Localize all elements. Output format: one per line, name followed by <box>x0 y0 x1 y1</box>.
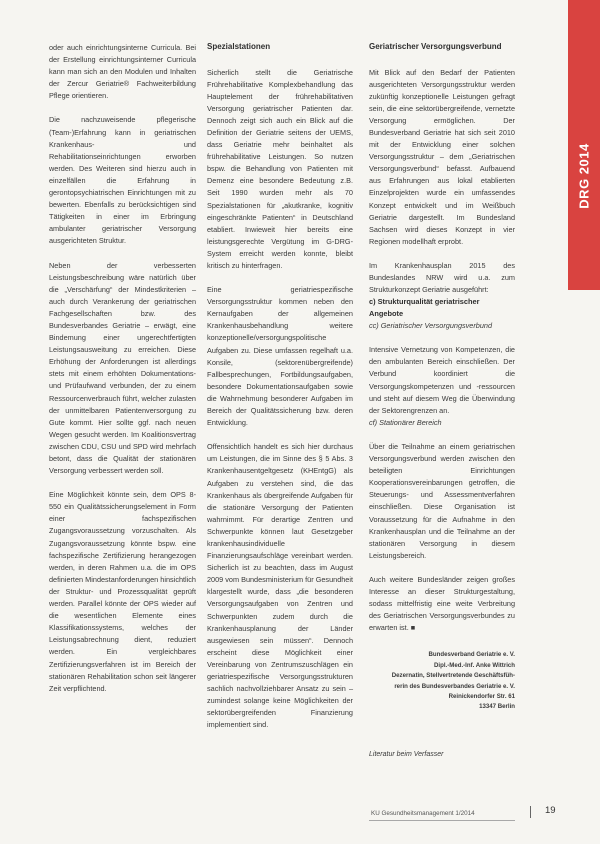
author-role: Dezernatin, Stellvertretende Geschäftsfüh- <box>391 672 515 680</box>
page-number: 19 <box>545 805 556 816</box>
section-heading: Spezialstationen <box>207 42 271 51</box>
paragraph: oder auch einrichtungsinterne Curricula. Bei der Erstellung einrichtungsinterner Curricula kann man sich an den Modulen und Inhalten der Zercur Geriatrie® Fachweiterbildung Pflege orientieren. <box>49 43 196 101</box>
subsection-label: cf) Stationärer Bereich <box>369 417 442 427</box>
paragraph: Über die Teilnahme an einem geriatrischen Versorgungsverbund werden zwischen den beteiligten Einrichtungen Kooperationsvereinbarungen getroffen, die Steuerungs- und Assessmentverfahren einschließen. Diese Organisation ist Voraussetzung für die Aufnahme in den Krankenhausplan und die Teilnahme an der stationären Versorgung in diesem Leistungsbereich. <box>369 441 515 560</box>
subsection-label: cc) Geriatrischer Versorgungsverbund <box>369 321 493 331</box>
literature-note: Literatur beim Verfasser <box>369 750 444 758</box>
author-address: Reinickendorfer Str. 61 <box>448 692 515 700</box>
paragraph: Neben der verbesserten Leistungsbeschreibung wäre natürlich über die „Verschärfung“ der Mindestkriterien – auch durch Verankerung der geriatrischen Fachgesellschaften bzw. des Bundesverbandes Geriatrie – erwägt, eine Bindemung einer ungerechtfertigten Leistungsausweitung zu erreichen. Diese Erhöhung der Anforderungen ist allerdings stets mit einem erhöhten Dokumentations- und Prüfaufwand verbunden, der zu einem Ressourcenverbrauch führt, welcher zulasten der unmittelbaren Patientenversorgung zu Gute kommt. Hier sollte ggf. nach neuen Wegen gesucht werden. Im Koalitionsvertrag zwischen CDU, CSU und SPD wird mehrfach betont, dass die Qualität der stationären Versorgung verbessert werden soll. <box>49 260 196 476</box>
end-mark: ■ <box>410 623 416 633</box>
paragraph <box>369 574 515 634</box>
paragraph: Offensichtlich handelt es sich hier durchaus um Leistungen, die im Sinne des § 5 Abs. 3 Krankenhausentgeltgesetz (KHEntgG) als Aufgaben zu verstehen sind, die das Krankenhaus als übergreifende Aufgaben für die stationäre Versorgung der Patienten wahrnimmt. Für derartige Zentren und Schwerpunkte können laut Gesetzgeber krankenhausindividuelle Finanzierungsaufschläge vereinbart werden. Sicherlich ist zu beachten, dass im August 2009 vom Bundesministerium für Gesundheit klargestellt wurde, dass „die besonderen Versorgungsaufgaben von Zentren und Schwerpunkten zudem durch die Krankenhausplanung der Länder ausgewiesen sein müssen“. Dennoch erscheint diese Möglichkeit einer Vereinbarung von Zentrumszuschlägen ein geriatriespezifische Versorgungsstrukturen sachlich nachvollziehbarer Ansatz zu sein – zumindest solange keine Möglichkeiten der sektorübergreifenden Finanzierung implementiert sind. <box>207 442 354 730</box>
author-address: 13347 Berlin <box>479 703 515 711</box>
subheading: c) Strukturqualität geriatrischer Angebote <box>369 297 480 319</box>
footer-rule <box>369 820 515 821</box>
paragraph: Im Krankenhausplan 2015 des Bundeslandes NRW wird u.a. zum Strukturkonzept Geriatrie ausgeführt: <box>369 260 515 295</box>
footer-journal: KU Gesundheitsmanagement 1/2014 <box>371 810 475 817</box>
paragraph: Eine Möglichkeit könnte sein, dem OPS 8-550 ein Qualitätssicherungselement in Form einer fachspezifischen Zugangsvoraussetzung vorzuschalten. Als Zugangsvoraussetzung könnte bspw. eine fachspezifische Zertifizierung herangezogen werden, in deren Rahmen u.a. die im OPS definierten Mindestanforderungen hinsichtlich der Struktur- und Prozessqualität geprüft werden. Parallel könnte der OPS wieder auf die wesentlichen Elemente eines Klassifikationssystems, welches der Leistungsabrechnung dient, reduziert werden. Ein vergleichbares Zertifizierungsverfahren ist im Bereich der stationären Rehabilitation schon seit längerer Zeit verpflichtend. <box>49 490 196 693</box>
section-heading: Geriatrischer Versorgungsverbund <box>369 42 502 51</box>
author-role: rerin des Bundesverbandes Geriatrie e. V. <box>394 682 515 690</box>
author-block <box>369 650 515 712</box>
section-tab <box>568 0 600 290</box>
paragraph: Eine geriatriespezifische Versorgungsstruktur kommen neben den Kernaufgaben der allgemeinen Krankenhausbehandlung weitere konzeptionelle/versorgungspolitische Aufgaben zu. Diese umfassen regelhaft u.a. Konsile, (sektorenübergreifende) Fallbesprechungen, Fortbildungsaufgaben, besondere Dokumentationsaufgaben sowie die Wahrnehmung besonderer Aufgaben im Bereich der Qualitätssicherung bzw. deren Entwicklung. <box>207 285 353 428</box>
paragraph: Intensive Vernetzung von Kompetenzen, die den ambulanten Bereich einschließen. Der Verbund koordiniert die Versorgungskompetenzen und -ressourcen und steht auf diesem Weg die Überwindung der Sektorengrenzen an. <box>369 345 515 415</box>
paragraph: Die nachzuweisende pflegerische (Team-)Erfahrung kann in geriatrischen Krankenhaus- und Rehabilitationseinrichtungen erworben werden. Des Weiteren sind hierzu auch in einzelfällen die Erfahrung in gerontopsychiatrischen Einrichtungen mit zu bewerten. Ebenfalls zu berücksichtigen sind Tätigkeiten in einer im Erbringung ambulanter geriatrischer Versorgung ausgerichteten Struktur. <box>49 115 196 246</box>
author-org: Bundesverband Geriatrie e. V. <box>428 651 515 659</box>
column-3 <box>369 42 515 761</box>
paragraph-text: Auch weitere Bundesländer zeigen großes Interesse an dieser Strukturgestaltung, sodass mittelfristig eine weite Verbreitung des Geriatrischen Versorgungsverbundes zu erwarten ist. <box>369 574 515 633</box>
footer-separator <box>530 806 531 818</box>
column-2 <box>207 42 353 743</box>
paragraph: Mit Blick auf den Bedarf der Patienten ausgerichteten Versorgungsstruktur werden zukünftig konzeptionelle Leistungen gefragt sein, die eine sektorübergreifende, vernetzte Versorgung ermöglichen. Der Bundesverband Geriatrie hat sich seit 2010 mit der Entwicklung einer solchen Versorgungsstruktur – dem „Geriatrischen Versorgungsverbund“ befasst. Aufbauend aus Erfahrungen aus lokal etablierten Einzelprojekten wurde ein umfassendes Konzept entwickelt und im Weißbuch Geriatrie dargestellt. Im Bundesland Sachsen wird dieses Konzept in vier Regionen modellhaft erprobt. <box>369 67 515 246</box>
paragraph: Sicherlich stellt die Geriatrische Frührehabilitative Komplexbehandlung das Hauptelement der frührehabilitativen Versorgung geriatrischer Patienten dar. Dennoch zeigt sich auch ein Blick auf die Definition der Geriatrie seitens der UEMS, dass Geriatrie mehr beinhaltet als frührehabilitative Leistungen. So nutzen bspw. die Behandlung von Patienten mit Demenz eine besondere Bedeutung z.B. Seit 1990 wurden mehr als 70 Spezialstationen für „akutkranke, kognitiv eingeschränkte Patienten“ in Deutschland etabliert. Inwieweit hier bereits eine leistungsgerechte Vergütung im G-DRG-System erreicht werden konnte, bleibt kritisch zu hinterfragen. <box>207 67 353 270</box>
author-name: Dipl.-Med.-Inf. Anke Wittrich <box>434 661 515 669</box>
section-tab-label: DRG 2014 <box>576 143 592 209</box>
column-1 <box>49 42 196 707</box>
